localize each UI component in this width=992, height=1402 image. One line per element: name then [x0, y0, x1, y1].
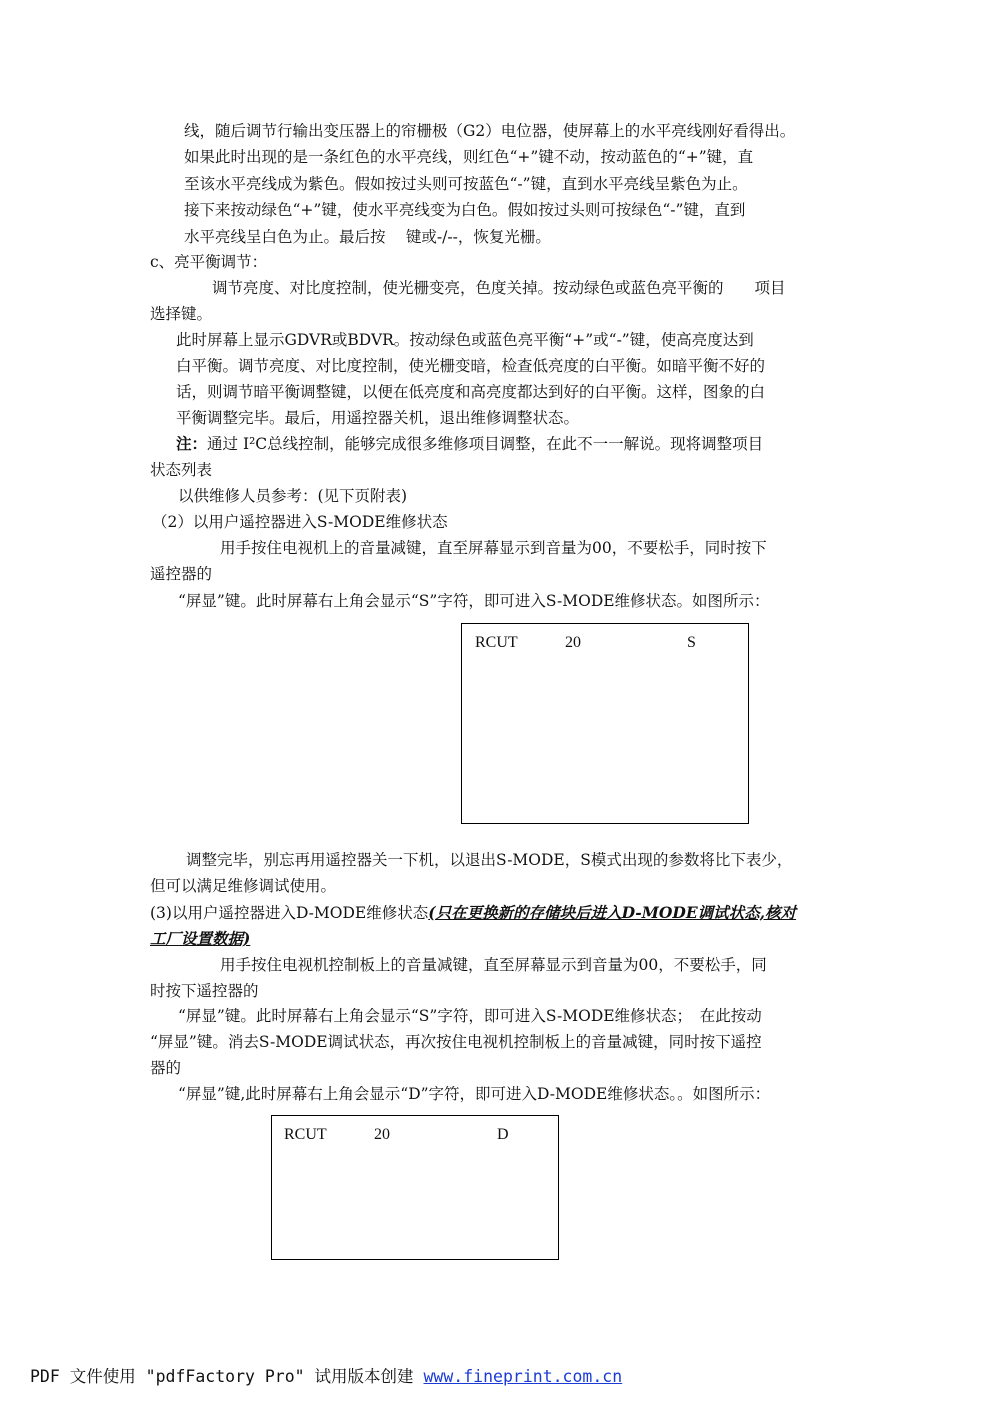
section-heading: （2）以用户遥控器进入S-MODE维修状态: [152, 513, 448, 531]
paragraph-line: 用手按住电视机上的音量减键，直至屏幕显示到音量为00，不要松手，同时按下: [220, 539, 767, 557]
screen-value: 20: [374, 1126, 390, 1143]
paragraph-line: 水平亮线呈白色为止。最后按 键或-/--，恢复光栅。: [184, 228, 551, 246]
heading-emphasis: 工厂设置数据): [150, 929, 251, 948]
s-mode-screen-figure: [461, 623, 749, 824]
paragraph-line: “屏显”键。此时屏幕右上角会显示“S”字符，即可进入S-MODE维修状态； 在此按动: [178, 1007, 762, 1025]
paragraph-line: 白平衡。调节亮度、对比度控制，使光栅变暗，检查低亮度的白平衡。如暗平衡不好的: [176, 357, 766, 375]
paragraph-line: 选择键。: [150, 305, 213, 323]
d-mode-screen-figure: [271, 1115, 559, 1260]
paragraph-line: 平衡调整完毕。最后，用遥控器关机，退出维修调整状态。: [176, 409, 580, 427]
paragraph-line: 时按下遥控器的: [150, 982, 259, 1000]
paragraph-line: “屏显”键。此时屏幕右上角会显示“S”字符，即可进入S-MODE维修状态。如图所示：: [178, 592, 770, 610]
heading-emphasis: (只在更换新的存储块后进入D-MODE调试状态,核对: [428, 903, 797, 922]
paragraph-line: 此时屏幕上显示GDVR或BDVR。按动绿色或蓝色亮平衡“+”或“-”键，使高亮度达到: [176, 331, 754, 349]
note-label: 注：: [176, 434, 208, 453]
screen-mode-indicator: D: [497, 1126, 509, 1143]
section-heading: [150, 902, 796, 924]
footer-link[interactable]: www.fineprint.com.cn: [423, 1367, 623, 1386]
heading-emphasis-line: [150, 928, 250, 950]
paragraph-line: “屏显”键,此时屏幕右上角会显示“D”字符，即可进入D-MODE维修状态。。如图所示：: [178, 1085, 771, 1103]
note-line: [176, 433, 763, 455]
paragraph-line: 线，随后调节行输出变压器上的帘栅极（G2）电位器，使屏幕上的水平亮线刚好看得出。: [184, 122, 796, 140]
paragraph-line: 话，则调节暗平衡调整键，以便在低亮度和高亮度都达到好的白平衡。这样，图象的白: [176, 383, 766, 401]
paragraph-line: 遥控器的: [150, 565, 213, 583]
note-text: 通过 I²C总线控制，能够完成很多维修项目调整，在此不一一解说。现将调整项目: [207, 435, 764, 453]
paragraph-line: “屏显”键。消去S-MODE调试状态，再次按住电视机控制板上的音量减键，同时按下遥控: [150, 1033, 762, 1051]
screen-mode-indicator: S: [687, 634, 696, 651]
section-heading: c、亮平衡调节：: [150, 253, 268, 271]
paragraph-line: 接下来按动绿色“+”键，使水平亮线变为白色。假如按过头则可按绿色“-”键，直到: [184, 201, 746, 219]
paragraph-line: 如果此时出现的是一条红色的水平亮线，则红色“+”键不动，按动蓝色的“+”键，直: [184, 148, 754, 166]
heading-text: (3)以用户遥控器进入D-MODE维修状态: [150, 904, 429, 922]
screen-label: RCUT: [475, 634, 518, 651]
paragraph-line: 至该水平亮线成为紫色。假如按过头则可按蓝色“-”键，直到水平亮线呈紫色为止。: [184, 175, 748, 193]
pdf-footer: [30, 1363, 622, 1387]
paragraph-line: 调节亮度、对比度控制，使光栅变亮，色度关掉。按动绿色或蓝色亮平衡的 项目: [212, 279, 786, 297]
paragraph-line: 以供维修人员参考：(见下页附表): [178, 487, 408, 505]
paragraph-line: 状态列表: [150, 461, 213, 479]
paragraph-line: 调整完毕，别忘再用遥控器关一下机，以退出S-MODE，S模式出现的参数将比下表少，: [186, 851, 793, 869]
screen-label: RCUT: [284, 1126, 327, 1143]
paragraph-line: 但可以满足维修调试使用。: [150, 877, 337, 895]
screen-value: 20: [565, 634, 581, 651]
paragraph-line: 用手按住电视机控制板上的音量减键，直至屏幕显示到音量为00，不要松手，同: [220, 956, 767, 974]
paragraph-line: 器的: [150, 1059, 182, 1077]
footer-text: PDF 文件使用 "pdfFactory Pro" 试用版本创建: [30, 1367, 424, 1386]
